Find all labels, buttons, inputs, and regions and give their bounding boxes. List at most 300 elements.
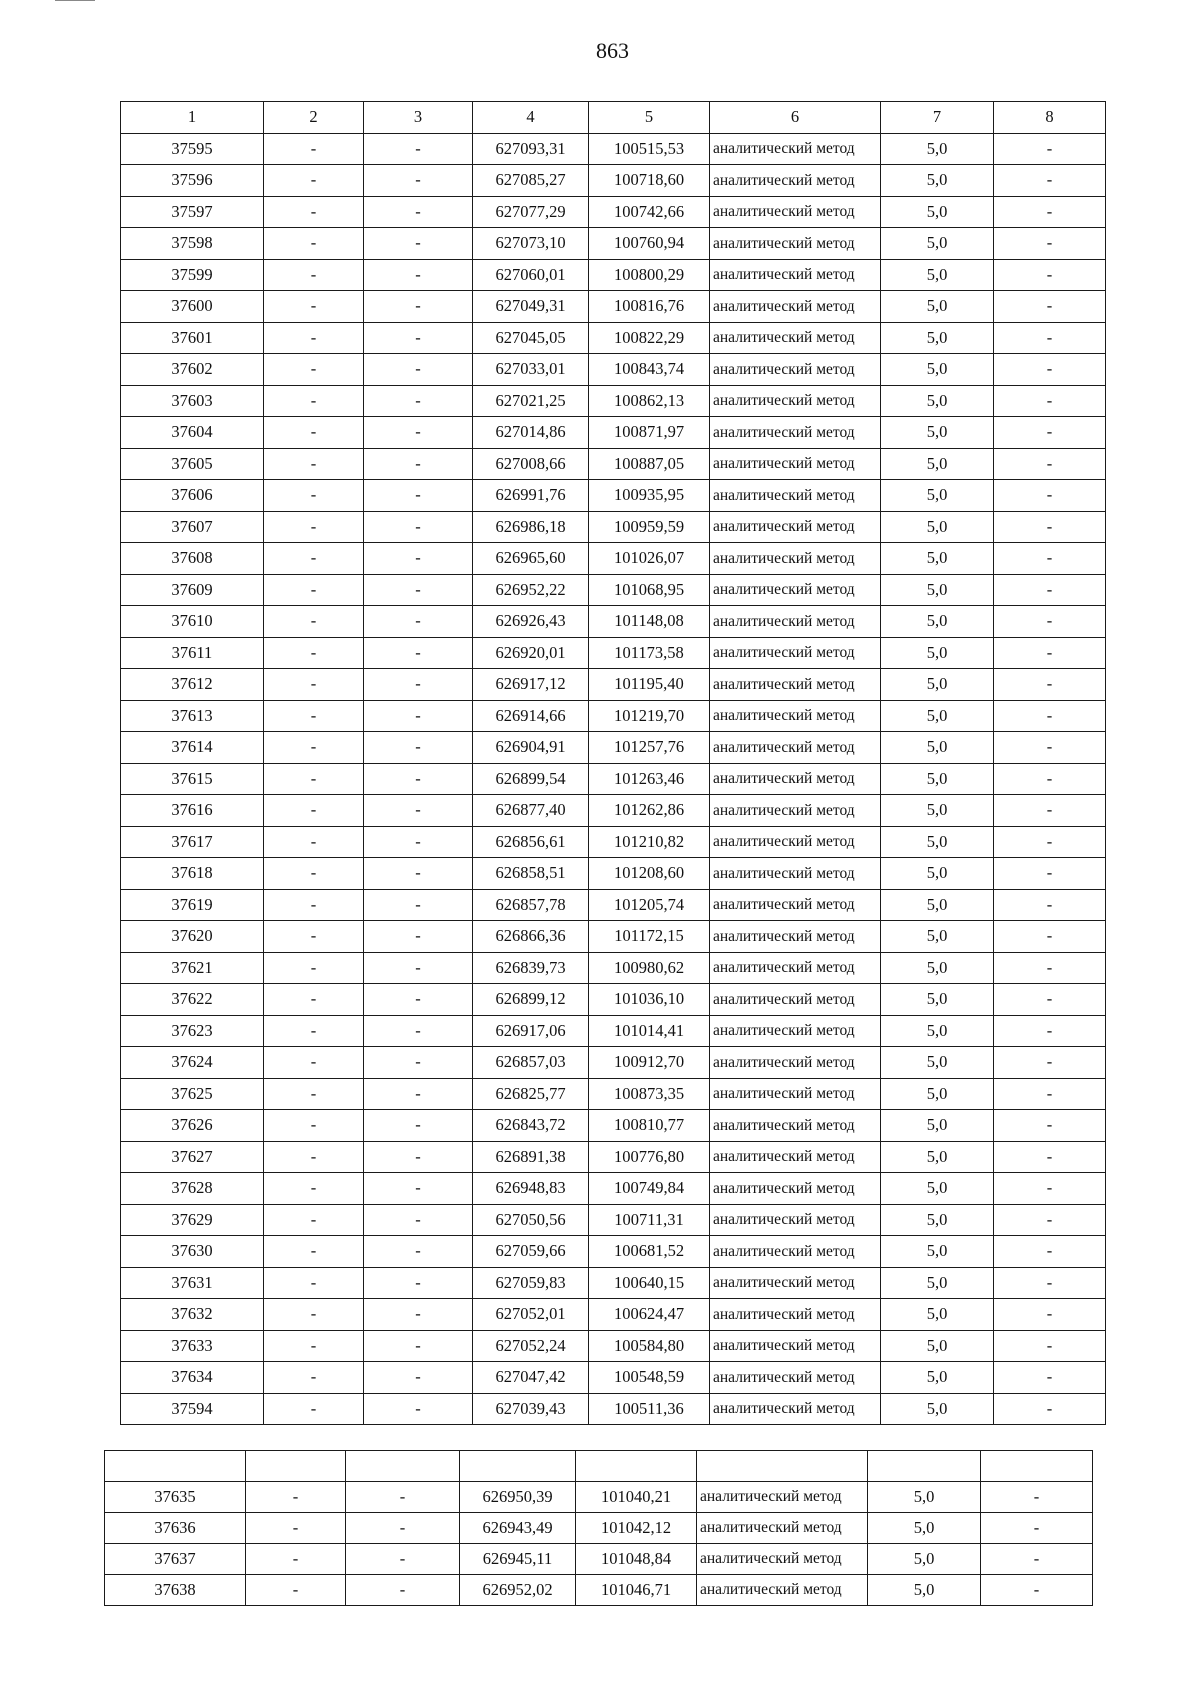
- table-cell: -: [994, 1299, 1106, 1331]
- table-cell: -: [264, 1236, 364, 1268]
- method-cell: аналитический метод: [710, 1141, 881, 1173]
- table-cell: -: [994, 228, 1106, 260]
- table-cell: 101042,12: [576, 1513, 697, 1544]
- table-cell: -: [994, 1236, 1106, 1268]
- table-cell: 37610: [121, 606, 264, 638]
- table-cell: 37625: [121, 1078, 264, 1110]
- table-cell: -: [264, 763, 364, 795]
- table-cell: 100816,76: [589, 291, 710, 323]
- table-row: [121, 889, 1106, 921]
- table-cell: 626858,51: [473, 858, 589, 890]
- method-cell: аналитический метод: [710, 763, 881, 795]
- header-cell: 4: [473, 102, 589, 134]
- method-cell: аналитический метод: [710, 385, 881, 417]
- table-cell: -: [364, 826, 473, 858]
- table-cell: -: [364, 1330, 473, 1362]
- method-cell: аналитический метод: [710, 480, 881, 512]
- table-cell: -: [264, 1267, 364, 1299]
- method-cell: аналитический метод: [710, 826, 881, 858]
- table-cell: 627085,27: [473, 165, 589, 197]
- table-cell: 5,0: [881, 763, 994, 795]
- table-cell: 626945,11: [460, 1544, 576, 1575]
- table-cell: -: [994, 1362, 1106, 1394]
- table-cell: 100959,59: [589, 511, 710, 543]
- method-cell: аналитический метод: [710, 732, 881, 764]
- table-row: [121, 858, 1106, 890]
- table-cell: -: [994, 448, 1106, 480]
- table-cell: -: [264, 574, 364, 606]
- table-row: [121, 1330, 1106, 1362]
- table-cell: -: [264, 921, 364, 953]
- table-cell: -: [364, 700, 473, 732]
- method-cell: аналитический метод: [710, 1015, 881, 1047]
- header-cell: 6: [710, 102, 881, 134]
- table-cell: -: [994, 1047, 1106, 1079]
- table-cell: 37611: [121, 637, 264, 669]
- table-cell: -: [364, 354, 473, 386]
- table-cell: 5,0: [881, 511, 994, 543]
- table-cell: 37606: [121, 480, 264, 512]
- table-cell: -: [364, 606, 473, 638]
- table-row: [121, 448, 1106, 480]
- method-cell: аналитический метод: [697, 1513, 868, 1544]
- method-cell: аналитический метод: [710, 1110, 881, 1142]
- table-cell: -: [264, 669, 364, 701]
- coordinates-table-continuation: [104, 1450, 1093, 1606]
- coordinates-table: [120, 101, 1106, 1425]
- table-cell: 101205,74: [589, 889, 710, 921]
- table-cell: [981, 1451, 1093, 1482]
- table-cell: 5,0: [868, 1575, 981, 1606]
- table-cell: 100760,94: [589, 228, 710, 260]
- table-row: [121, 1110, 1106, 1142]
- table-cell: -: [994, 858, 1106, 890]
- table-cell: 100873,35: [589, 1078, 710, 1110]
- table-cell: -: [994, 1110, 1106, 1142]
- header-cell: 5: [589, 102, 710, 134]
- table-cell: -: [994, 889, 1106, 921]
- table-cell: -: [364, 952, 473, 984]
- method-cell: аналитический метод: [710, 165, 881, 197]
- table-row: [121, 354, 1106, 386]
- table-cell: -: [364, 385, 473, 417]
- table-row: [121, 1299, 1106, 1331]
- table-cell: 101014,41: [589, 1015, 710, 1047]
- table-row: [105, 1451, 1093, 1482]
- method-cell: аналитический метод: [710, 322, 881, 354]
- method-cell: аналитический метод: [710, 1173, 881, 1205]
- table-cell: 626950,39: [460, 1482, 576, 1513]
- table-cell: 5,0: [881, 669, 994, 701]
- table-cell: 37618: [121, 858, 264, 890]
- table-cell: -: [364, 133, 473, 165]
- table-cell: 626952,22: [473, 574, 589, 606]
- table-cell: 626920,01: [473, 637, 589, 669]
- table-cell: -: [264, 1173, 364, 1205]
- method-cell: аналитический метод: [697, 1544, 868, 1575]
- table-cell: -: [364, 1047, 473, 1079]
- method-cell: аналитический метод: [710, 196, 881, 228]
- table-cell: 5,0: [881, 952, 994, 984]
- table-cell: -: [994, 322, 1106, 354]
- table-cell: 101195,40: [589, 669, 710, 701]
- table-cell: -: [364, 259, 473, 291]
- header-row: [121, 102, 1106, 134]
- table-cell: 37617: [121, 826, 264, 858]
- table-cell: -: [264, 1141, 364, 1173]
- table-cell: 5,0: [881, 1267, 994, 1299]
- table-cell: -: [994, 133, 1106, 165]
- table-cell: -: [364, 1110, 473, 1142]
- table-cell: 101219,70: [589, 700, 710, 732]
- table-cell: 101257,76: [589, 732, 710, 764]
- table-cell: -: [364, 921, 473, 953]
- table-cell: 37600: [121, 291, 264, 323]
- table-row: [121, 1204, 1106, 1236]
- table-cell: 626914,66: [473, 700, 589, 732]
- table-cell: 37623: [121, 1015, 264, 1047]
- table-cell: 37605: [121, 448, 264, 480]
- table-cell: 5,0: [881, 984, 994, 1016]
- table-cell: -: [994, 385, 1106, 417]
- table-cell: -: [264, 1393, 364, 1425]
- table-cell: 101262,86: [589, 795, 710, 827]
- table-cell: -: [994, 1141, 1106, 1173]
- coordinates-table-continuation-body: [105, 1451, 1093, 1606]
- table-cell: 100711,31: [589, 1204, 710, 1236]
- table-cell: 627021,25: [473, 385, 589, 417]
- table-cell: 626952,02: [460, 1575, 576, 1606]
- table-cell: -: [264, 606, 364, 638]
- table-cell: 5,0: [881, 921, 994, 953]
- table-cell: 100776,80: [589, 1141, 710, 1173]
- table-cell: 626839,73: [473, 952, 589, 984]
- method-cell: аналитический метод: [710, 574, 881, 606]
- table-cell: -: [264, 984, 364, 1016]
- table-cell: -: [264, 1362, 364, 1394]
- table-cell: 5,0: [868, 1544, 981, 1575]
- table-cell: 627045,05: [473, 322, 589, 354]
- table-cell: -: [264, 637, 364, 669]
- table-cell: 37637: [105, 1544, 246, 1575]
- table-cell: -: [994, 700, 1106, 732]
- method-cell: аналитический метод: [710, 448, 881, 480]
- table-cell: -: [364, 669, 473, 701]
- table-cell: 101036,10: [589, 984, 710, 1016]
- table-cell: 5,0: [881, 165, 994, 197]
- table-cell: 100862,13: [589, 385, 710, 417]
- table-row: [121, 417, 1106, 449]
- table-cell: 100810,77: [589, 1110, 710, 1142]
- table-cell: 5,0: [881, 385, 994, 417]
- table-cell: 626843,72: [473, 1110, 589, 1142]
- table-cell: 626917,06: [473, 1015, 589, 1047]
- table-cell: 37620: [121, 921, 264, 953]
- table-cell: -: [981, 1544, 1093, 1575]
- table-cell: 626899,12: [473, 984, 589, 1016]
- table-cell: 626877,40: [473, 795, 589, 827]
- table-cell: -: [264, 291, 364, 323]
- method-cell: аналитический метод: [710, 795, 881, 827]
- table-cell: 37615: [121, 763, 264, 795]
- table-cell: 627093,31: [473, 133, 589, 165]
- table-cell: -: [364, 1015, 473, 1047]
- method-cell: аналитический метод: [710, 1204, 881, 1236]
- table-cell: 5,0: [868, 1482, 981, 1513]
- method-cell: аналитический метод: [710, 921, 881, 953]
- table-row: [121, 606, 1106, 638]
- table-cell: -: [264, 826, 364, 858]
- table-cell: 37619: [121, 889, 264, 921]
- table-cell: 626857,78: [473, 889, 589, 921]
- table-cell: -: [364, 511, 473, 543]
- table-cell: -: [264, 511, 364, 543]
- table-cell: 101068,95: [589, 574, 710, 606]
- table-cell: 5,0: [868, 1513, 981, 1544]
- table-cell: -: [994, 417, 1106, 449]
- table-cell: -: [264, 448, 364, 480]
- table-cell: 5,0: [881, 1236, 994, 1268]
- table-row: [121, 196, 1106, 228]
- table-cell: -: [246, 1482, 346, 1513]
- table-row: [121, 700, 1106, 732]
- table-cell: [346, 1451, 460, 1482]
- table-cell: -: [994, 165, 1106, 197]
- table-cell: 100548,59: [589, 1362, 710, 1394]
- table-cell: 101208,60: [589, 858, 710, 890]
- table-row: [121, 795, 1106, 827]
- table-cell: 100511,36: [589, 1393, 710, 1425]
- table-row: [121, 1267, 1106, 1299]
- table-cell: -: [364, 858, 473, 890]
- table-cell: 37635: [105, 1482, 246, 1513]
- method-cell: аналитический метод: [710, 952, 881, 984]
- table-cell: -: [264, 732, 364, 764]
- method-cell: аналитический метод: [710, 637, 881, 669]
- table-row: [105, 1544, 1093, 1575]
- table-cell: -: [264, 1078, 364, 1110]
- table-cell: -: [264, 543, 364, 575]
- table-row: [121, 826, 1106, 858]
- table-cell: -: [364, 322, 473, 354]
- table-cell: 5,0: [881, 133, 994, 165]
- table-cell: -: [364, 732, 473, 764]
- table-row: [121, 1173, 1106, 1205]
- table-cell: -: [994, 354, 1106, 386]
- table-cell: 37631: [121, 1267, 264, 1299]
- table-cell: -: [264, 133, 364, 165]
- method-cell: аналитический метод: [710, 1362, 881, 1394]
- table-cell: -: [246, 1544, 346, 1575]
- table-cell: 626926,43: [473, 606, 589, 638]
- table-cell: 5,0: [881, 1393, 994, 1425]
- table-cell: -: [346, 1482, 460, 1513]
- table-cell: -: [264, 322, 364, 354]
- method-cell: аналитический метод: [710, 1078, 881, 1110]
- header-cell: 3: [364, 102, 473, 134]
- method-cell: аналитический метод: [710, 1330, 881, 1362]
- table-cell: -: [994, 606, 1106, 638]
- table-cell: 100822,29: [589, 322, 710, 354]
- table-cell: -: [364, 1267, 473, 1299]
- table-cell: 37609: [121, 574, 264, 606]
- table-cell: 5,0: [881, 1078, 994, 1110]
- method-cell: аналитический метод: [710, 259, 881, 291]
- table-cell: 100843,74: [589, 354, 710, 386]
- table-cell: 100935,95: [589, 480, 710, 512]
- table-cell: 5,0: [881, 448, 994, 480]
- table-cell: 101040,21: [576, 1482, 697, 1513]
- method-cell: аналитический метод: [710, 669, 881, 701]
- table-cell: 626917,12: [473, 669, 589, 701]
- table-cell: 100912,70: [589, 1047, 710, 1079]
- table-cell: -: [364, 196, 473, 228]
- table-cell: -: [994, 732, 1106, 764]
- method-cell: аналитический метод: [697, 1575, 868, 1606]
- table-row: [121, 385, 1106, 417]
- table-cell: 627047,42: [473, 1362, 589, 1394]
- table-cell: -: [246, 1575, 346, 1606]
- table-cell: 37612: [121, 669, 264, 701]
- table-cell: -: [364, 637, 473, 669]
- table-cell: 5,0: [881, 196, 994, 228]
- table-cell: 5,0: [881, 1362, 994, 1394]
- table-cell: 627060,01: [473, 259, 589, 291]
- table-cell: 5,0: [881, 1204, 994, 1236]
- table-cell: -: [364, 165, 473, 197]
- table-cell: 5,0: [881, 354, 994, 386]
- table-cell: 37595: [121, 133, 264, 165]
- table-cell: 5,0: [881, 574, 994, 606]
- table-cell: 100584,80: [589, 1330, 710, 1362]
- table-cell: 101173,58: [589, 637, 710, 669]
- table-row: [121, 732, 1106, 764]
- table-row: [121, 637, 1106, 669]
- table-cell: 626904,91: [473, 732, 589, 764]
- table-cell: 37594: [121, 1393, 264, 1425]
- table-row: [121, 1393, 1106, 1425]
- method-cell: аналитический метод: [710, 1299, 881, 1331]
- method-cell: аналитический метод: [710, 1236, 881, 1268]
- table-cell: 101210,82: [589, 826, 710, 858]
- table-cell: -: [994, 1173, 1106, 1205]
- table-cell: 100681,52: [589, 1236, 710, 1268]
- table-cell: -: [994, 952, 1106, 984]
- header-cell: 7: [881, 102, 994, 134]
- table-cell: 37616: [121, 795, 264, 827]
- table-cell: 5,0: [881, 795, 994, 827]
- table-cell: 37604: [121, 417, 264, 449]
- table-row: [121, 1362, 1106, 1394]
- table-cell: 37597: [121, 196, 264, 228]
- table-cell: -: [994, 1393, 1106, 1425]
- table-cell: 5,0: [881, 700, 994, 732]
- table-cell: [868, 1451, 981, 1482]
- table-cell: 5,0: [881, 1141, 994, 1173]
- table-cell: -: [364, 1173, 473, 1205]
- table-cell: -: [264, 480, 364, 512]
- table-cell: 37630: [121, 1236, 264, 1268]
- table-cell: -: [364, 1204, 473, 1236]
- table-cell: -: [264, 1330, 364, 1362]
- method-cell: аналитический метод: [710, 543, 881, 575]
- table-cell: 626965,60: [473, 543, 589, 575]
- table-row: [121, 511, 1106, 543]
- table-cell: 626857,03: [473, 1047, 589, 1079]
- method-cell: аналитический метод: [710, 417, 881, 449]
- table-cell: -: [364, 574, 473, 606]
- table-cell: -: [364, 448, 473, 480]
- table-cell: 37608: [121, 543, 264, 575]
- table-cell: [576, 1451, 697, 1482]
- method-cell: аналитический метод: [710, 858, 881, 890]
- table-cell: -: [994, 1078, 1106, 1110]
- table-cell: 100887,05: [589, 448, 710, 480]
- table-cell: [105, 1451, 246, 1482]
- table-row: [121, 1047, 1106, 1079]
- table-cell: -: [264, 952, 364, 984]
- header-cell: 2: [264, 102, 364, 134]
- table-row: [121, 669, 1106, 701]
- table-cell: -: [346, 1575, 460, 1606]
- table-cell: -: [994, 984, 1106, 1016]
- table-cell: 37627: [121, 1141, 264, 1173]
- table-cell: 37614: [121, 732, 264, 764]
- table-cell: -: [364, 889, 473, 921]
- table-row: [121, 543, 1106, 575]
- table-row: [121, 259, 1106, 291]
- table-cell: 37626: [121, 1110, 264, 1142]
- table-cell: -: [364, 1078, 473, 1110]
- table-cell: 626943,49: [460, 1513, 576, 1544]
- table-cell: 627077,29: [473, 196, 589, 228]
- table-cell: -: [364, 1393, 473, 1425]
- table-row: [121, 921, 1106, 953]
- table-row: [121, 322, 1106, 354]
- table-cell: -: [994, 543, 1106, 575]
- table-cell: 627033,01: [473, 354, 589, 386]
- method-cell: аналитический метод: [710, 1393, 881, 1425]
- table-cell: 5,0: [881, 543, 994, 575]
- table-cell: 100718,60: [589, 165, 710, 197]
- table-cell: 627008,66: [473, 448, 589, 480]
- header-cell: 8: [994, 102, 1106, 134]
- table-cell: 101263,46: [589, 763, 710, 795]
- table-cell: 626891,38: [473, 1141, 589, 1173]
- table-cell: 5,0: [881, 480, 994, 512]
- table-cell: -: [264, 1110, 364, 1142]
- method-cell: аналитический метод: [710, 700, 881, 732]
- table-cell: 101172,15: [589, 921, 710, 953]
- table-cell: 627052,24: [473, 1330, 589, 1362]
- table-cell: -: [994, 795, 1106, 827]
- method-cell: аналитический метод: [710, 511, 881, 543]
- table-cell: 5,0: [881, 732, 994, 764]
- table-cell: 5,0: [881, 826, 994, 858]
- table-cell: -: [981, 1482, 1093, 1513]
- table-cell: 5,0: [881, 291, 994, 323]
- table-cell: 5,0: [881, 1047, 994, 1079]
- table-cell: -: [364, 543, 473, 575]
- table-cell: 37598: [121, 228, 264, 260]
- table-cell: 100800,29: [589, 259, 710, 291]
- table-cell: -: [264, 700, 364, 732]
- table-cell: 100742,66: [589, 196, 710, 228]
- table-cell: -: [364, 984, 473, 1016]
- table-cell: -: [264, 1015, 364, 1047]
- table-cell: 626856,61: [473, 826, 589, 858]
- table-cell: -: [364, 417, 473, 449]
